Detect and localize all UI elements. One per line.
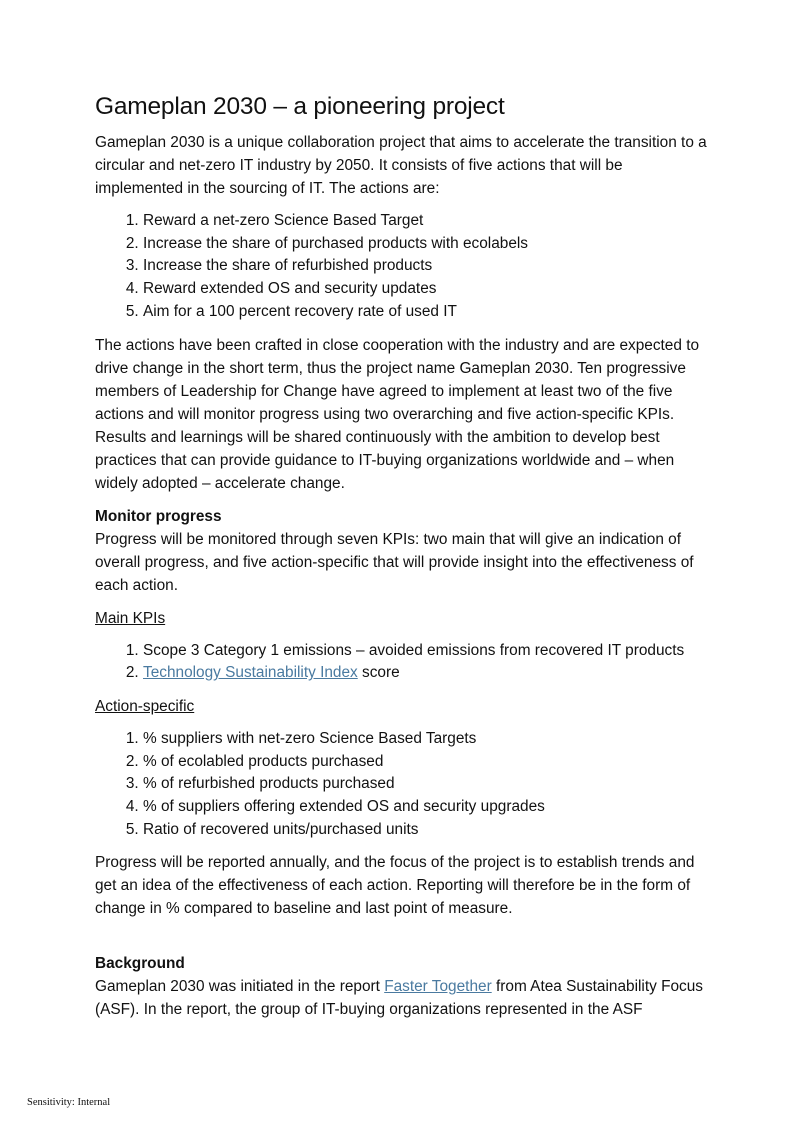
background-text-end: from Atea Sustainability Focus (ASF). In the report, the group of IT-buying organizations represented in the ASF bbox=[95, 978, 703, 1019]
list-item: 4. Reward extended OS and security updates bbox=[143, 278, 710, 301]
monitor-heading: Monitor progress bbox=[95, 507, 222, 525]
technology-sustainability-index-link[interactable]: Technology Sustainability Index bbox=[143, 664, 358, 682]
kpi-suffix: score bbox=[357, 664, 400, 682]
list-item: 5. Aim for a 100 percent recovery rate of used IT bbox=[143, 301, 710, 324]
actions-paragraph: The actions have been crafted in close cooperation with the industry and are expected to drive change in the short term, thus the project name Gameplan 2030. Ten progressive members of Leadership for Change have agreed to implement at least two of the five actions and will monitor progress using two overarching and five action-specific KPIs. Results and learnings will be shared continuously with the ambition to develop best practices that can provide guidance to IT-buying organizations worldwide and – when widely adopted – accelerate change. bbox=[95, 336, 700, 492]
background-heading: Background bbox=[95, 955, 185, 973]
list-item: 1. % suppliers with net-zero Science Based Targets bbox=[143, 728, 710, 751]
main-kpis-heading: Main KPIs bbox=[95, 609, 166, 627]
faster-together-link[interactable]: Faster Together bbox=[384, 978, 492, 996]
action-specific-list bbox=[95, 728, 710, 842]
list-item bbox=[143, 662, 710, 685]
main-kpis-list bbox=[95, 640, 710, 685]
page-title: Gameplan 2030 – a pioneering project bbox=[95, 93, 505, 120]
background-section bbox=[95, 952, 710, 1021]
list-item: 3. Increase the share of refurbished products bbox=[143, 255, 710, 278]
list-item: 4. % of suppliers offering extended OS and security upgrades bbox=[143, 796, 710, 819]
sensitivity-label: Sensitivity: Internal bbox=[27, 1097, 111, 1108]
reporting-paragraph: Progress will be reported annually, and the focus of the project is to establish trends and get an idea of the effectiveness of each action. Reporting will therefore be in the form of change in % compared to baseline and last point of measure. bbox=[95, 854, 695, 918]
action-specific-heading: Action-specific bbox=[95, 697, 195, 715]
monitor-paragraph: Progress will be monitored through seven KPIs: two main that will give an indication of overall progress, and five action-specific that will provide insight into the effectiveness of each action. bbox=[95, 530, 694, 594]
list-item: 5. Ratio of recovered units/purchased units bbox=[143, 819, 710, 842]
intro-paragraph: Gameplan 2030 is a unique collaboration project that aims to accelerate the transition to a circular and net-zero IT industry by 2050. It consists of five actions that will be implemented in the sourcing of IT. The actions are: bbox=[95, 134, 707, 197]
actions-list bbox=[95, 210, 710, 324]
list-item: 2. Increase the share of purchased products with ecolabels bbox=[143, 233, 710, 256]
background-text-start: Gameplan 2030 was initiated in the report bbox=[95, 978, 385, 996]
list-item: 3. % of refurbished products purchased bbox=[143, 773, 710, 796]
list-item: 1. Reward a net-zero Science Based Target bbox=[143, 210, 710, 233]
list-item: 2. % of ecolabled products purchased bbox=[143, 751, 710, 774]
document-page bbox=[95, 93, 710, 1021]
list-item: 1. Scope 3 Category 1 emissions – avoided emissions from recovered IT products bbox=[143, 640, 710, 663]
background-paragraph bbox=[95, 975, 710, 1021]
